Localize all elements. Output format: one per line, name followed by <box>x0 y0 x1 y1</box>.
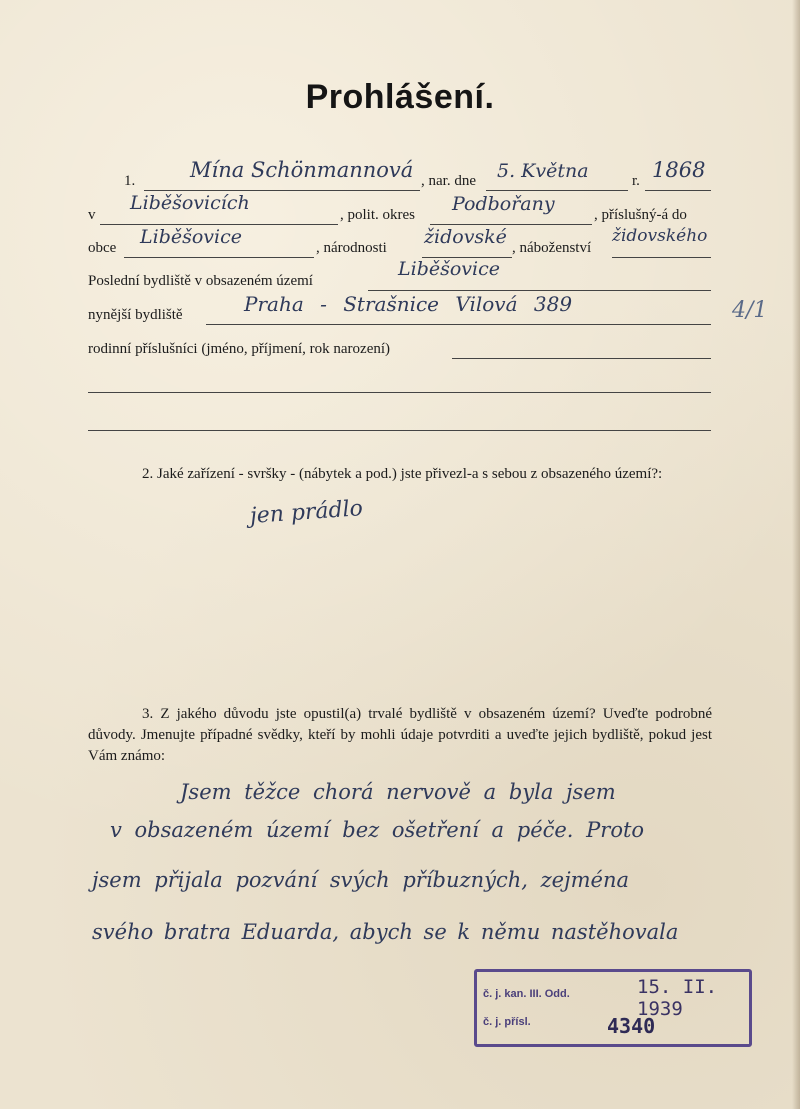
born-label: , nar. dne <box>421 173 476 189</box>
in-label: v <box>88 207 96 223</box>
name-rule <box>144 190 420 191</box>
family-label: rodinní příslušníci (jméno, příjmení, rok narození) <box>88 341 391 357</box>
year-label: r. <box>632 173 640 189</box>
family-rule-1 <box>452 358 711 359</box>
stamp-line-1: č. j. kan. III. Odd. <box>483 988 570 1000</box>
district-label: , polit. okres <box>340 207 415 223</box>
section3-answer-line-1: Jsem těžce chorá nervově a byla jsem <box>180 780 616 804</box>
district-value: Podbořany <box>452 193 555 215</box>
family-rule-3 <box>88 430 711 431</box>
stamp-date: 15. II. 1939 <box>637 976 718 1020</box>
religion-rule <box>612 257 711 258</box>
born-year-rule <box>645 190 711 191</box>
current-residence-label: nynější bydliště <box>88 307 183 323</box>
section2-answer: jen prádlo <box>249 496 364 529</box>
stamp-number: 4340 <box>607 1014 656 1038</box>
district-rule <box>430 224 592 225</box>
page-edge-shadow <box>792 0 800 1109</box>
belongs-label: , příslušný-á do <box>594 207 687 223</box>
current-residence-value: Praha - Strašnice Vilová 389 <box>244 292 573 316</box>
last-residence-value: Liběšovice <box>398 258 500 280</box>
family-rule-2 <box>88 392 711 393</box>
commune-label: obce <box>88 240 117 256</box>
birthplace-rule <box>100 224 338 225</box>
document-title: Prohlášení. <box>305 78 495 116</box>
section3-answer-line-3: jsem přijala pozvání svých příbuzných, zejména <box>92 868 630 892</box>
section2-question: 2. Jaké zařízení - svršky - (nábytek a pod.) jste přivezl-a s sebou z obsazeného území?: <box>142 466 663 482</box>
section3-answer-line-4: svého bratra Eduarda, abych se k němu nastěhovala <box>92 920 679 944</box>
commune-rule <box>124 257 314 258</box>
born-day-rule <box>486 190 628 191</box>
margin-note: 4/1 <box>732 298 768 323</box>
section1-number: 1. <box>124 173 136 189</box>
registration-stamp <box>474 969 752 1047</box>
religion-label: , náboženství <box>512 240 592 256</box>
born-year-value: 1868 <box>652 158 706 182</box>
commune-value: Liběšovice <box>140 226 242 248</box>
last-residence-rule <box>368 290 711 291</box>
born-day-value: 5. Května <box>497 160 589 182</box>
section3-answer-line-2: v obsazeném území bez ošetření a péče. Proto <box>110 818 645 842</box>
birthplace-value: Liběšovicích <box>130 192 250 214</box>
nationality-value: židovské <box>424 226 507 248</box>
current-residence-rule <box>206 324 711 325</box>
nationality-label: , národnosti <box>316 240 387 256</box>
name-value: Mína Schönmannová <box>190 158 414 182</box>
stamp-line-2: č. j. přísl. <box>483 1016 531 1028</box>
last-residence-label: Poslední bydliště v obsazeném území <box>88 273 313 289</box>
section3-question: 3. Z jakého důvodu jste opustil(a) trvalé bydliště v obsazeném území? Uveďte podrobné důvody. Jmenujte případné svědky, kteří by mohli údaje potvrditi a uveďte jejich bydliště, pokud jest Vám známo: <box>88 706 712 764</box>
religion-value: židovského <box>612 226 708 246</box>
